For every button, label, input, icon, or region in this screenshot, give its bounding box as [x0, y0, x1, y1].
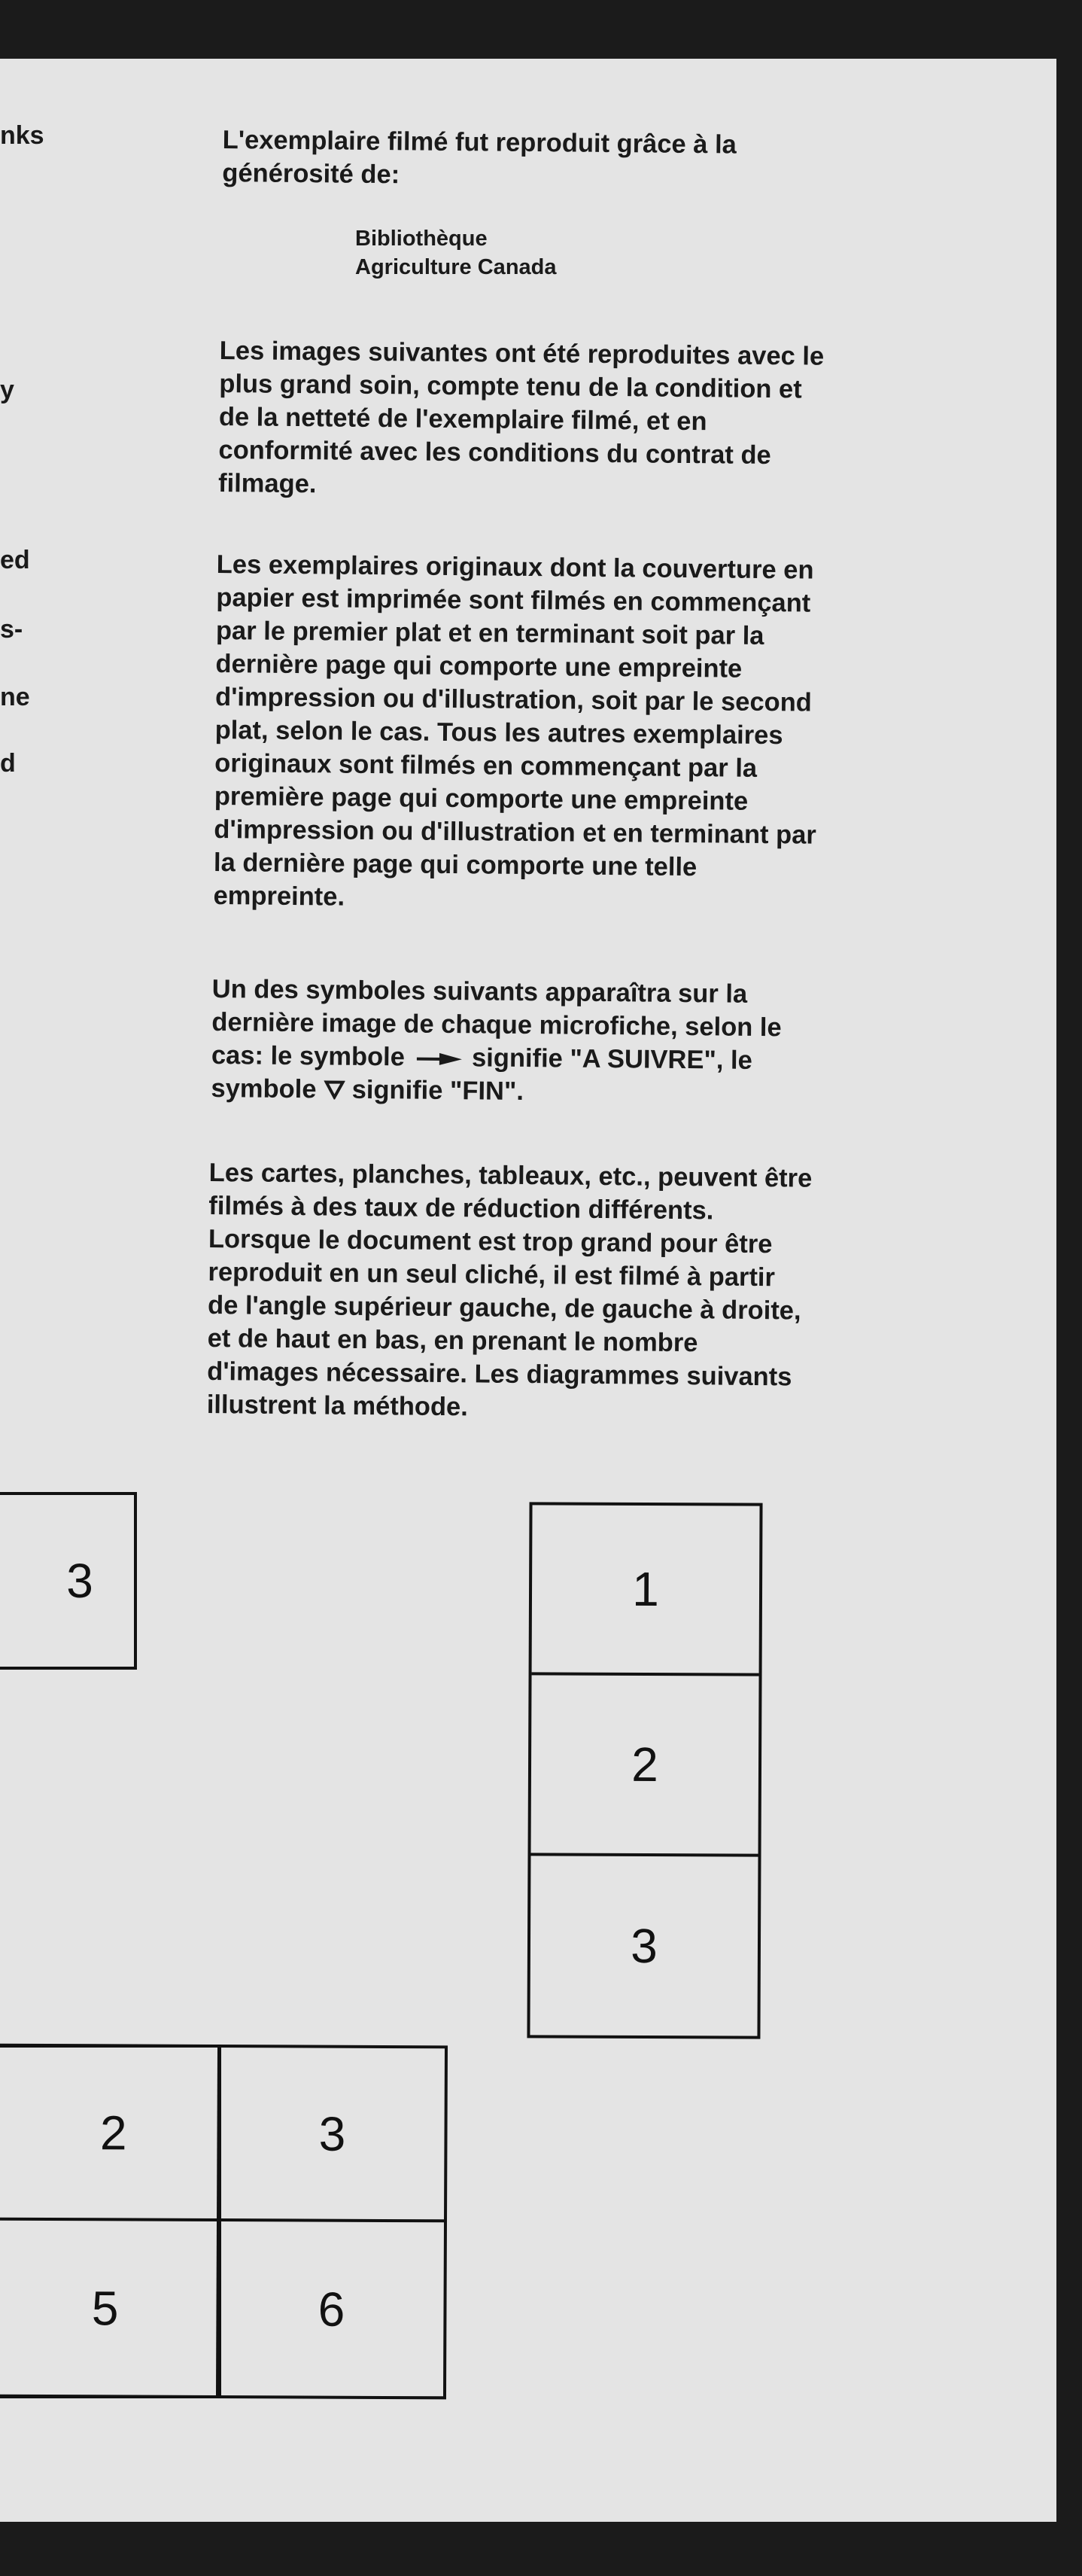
arrow-right-icon [412, 1050, 464, 1067]
symbols-line-4 [211, 1072, 781, 1110]
acknowledgement-intro: L'exemplaire filmé fut reproduit grâce à la générosité de: [222, 125, 737, 190]
paragraph-originals: Les exemplaires originaux dont la couverture en papier est imprimée sont filmés en commençant par le premier plat et en terminant soit par la dernière page qui comporte une empreinte d'impression ou d'illustration, soit par le second plat, selon le cas. Tous les autres exemplaires originaux sont filmés en commençant par la première page qui comporte une empreinte d'impression ou d'illustration et en terminant par la dernière page qui comporte une telle empreinte. [213, 550, 816, 912]
grid-cell-3: 3 [220, 2048, 445, 2222]
symbols-line-4-start: symbole [211, 1073, 317, 1104]
left-fragment-4: s- [0, 615, 23, 644]
stack-cell-1: 1 [532, 1505, 760, 1676]
grid-cell-6: 6 [318, 2282, 345, 2337]
diagram-partial-box-number: 3 [66, 1554, 93, 1608]
diagram-vertical-stack [527, 1502, 762, 2039]
grid-cell-2: 2 [0, 2047, 220, 2221]
left-fragment-3: ed [0, 546, 30, 574]
stack-cell-3: 3 [631, 1918, 658, 1974]
symbols-line-4-end: signifie "FIN". [344, 1075, 524, 1106]
symbols-line-3-end: signifie "A SUIVRE", le [464, 1043, 752, 1075]
symbols-line-3 [211, 1039, 782, 1077]
grid-cell-5: 5 [0, 2221, 220, 2395]
paragraph-maps: Les cartes, planches, tableaux, etc., peuvent être filmés à des taux de réduction différents. Lorsque le document est trop grand pour être reproduit en un seul cliché, il est filmé à partir de l'angle supérieur gauche, de gauche à droite, et de haut en bas, en prenant le nombre d'images nécessaire. Les diagrammes suivants illustrent la méthode. [206, 1158, 813, 1422]
paragraph-care: Les images suivantes ont été reproduites avec le plus grand soin, compte tenu de la condition et de la netteté de l'exemplaire filmé, et en conformité avec les conditions du contrat de filmage. [217, 336, 825, 499]
symbols-line-3-start: cas: le symbole [211, 1040, 406, 1072]
left-fragment-2: y [0, 376, 14, 404]
diagram-grid [0, 2044, 448, 2400]
paragraph-symbols [211, 973, 782, 1110]
symbols-line-1: Un des symboles suivants apparaîtra sur la [211, 974, 748, 1009]
left-fragment-6: d [0, 749, 16, 778]
scanned-page [0, 59, 1056, 2522]
symbols-line-2: dernière image de chaque microfiche, selon le [211, 1007, 782, 1043]
stack-cell-2: 2 [531, 1675, 759, 1856]
library-name-line-2: Agriculture Canada [355, 255, 557, 279]
library-name-line-1: Bibliothèque [355, 227, 488, 251]
end-triangle-icon [324, 1079, 345, 1099]
left-fragment-5: ne [0, 683, 30, 711]
left-fragment-1: nks [0, 121, 44, 150]
diagram-partial-box [0, 1492, 137, 1670]
